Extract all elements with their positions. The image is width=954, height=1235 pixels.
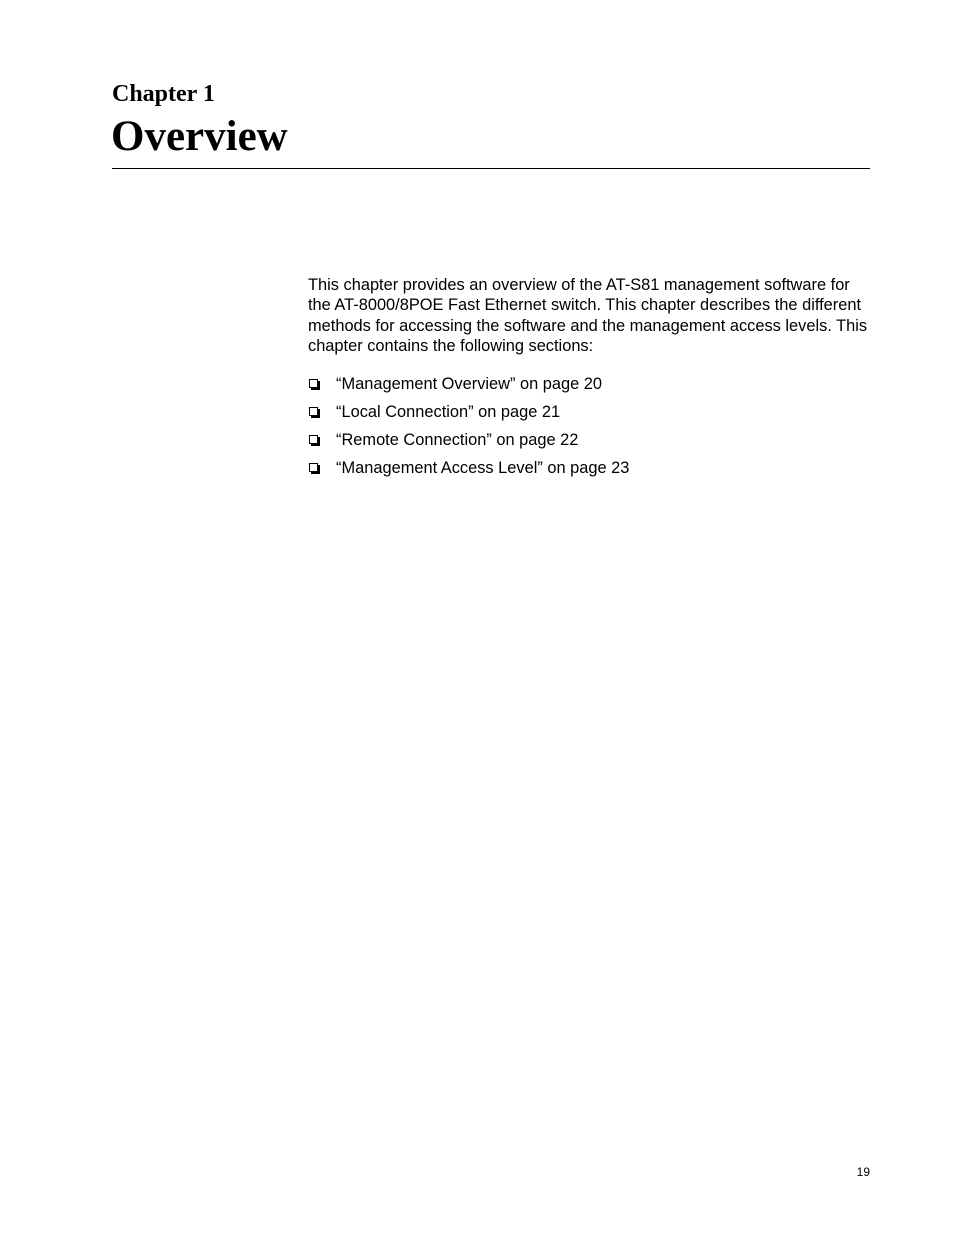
section-link-local-connection[interactable] — [308, 402, 873, 430]
section-link-management-access-level[interactable] — [308, 458, 873, 486]
section-link-remote-connection[interactable] — [308, 430, 873, 458]
checkbox-bullet-icon — [309, 379, 318, 388]
intro-paragraph: This chapter provides an overview of the AT-S81 management software for the AT-8000/8POE Fast Ethernet switch. This chapter describes the different methods for accessing the software and the management access levels. This chapter contains the following sections: — [308, 276, 868, 356]
checkbox-bullet-icon — [309, 435, 318, 444]
chapter-title: Overview — [111, 113, 288, 160]
chapter-label: Chapter 1 — [112, 81, 215, 107]
checkbox-bullet-icon — [309, 463, 318, 472]
checkbox-bullet-icon — [309, 407, 318, 416]
section-link-label: “Management Overview” on page 20 — [336, 374, 603, 393]
section-list — [308, 374, 873, 486]
section-link-label: “Local Connection” on page 21 — [336, 402, 561, 421]
section-link-label: “Management Access Level” on page 23 — [336, 458, 630, 477]
page-number: 19 — [856, 1165, 870, 1179]
title-divider — [112, 168, 870, 169]
section-link-management-overview[interactable] — [308, 374, 873, 402]
chapter-content — [308, 275, 873, 486]
section-link-label: “Remote Connection” on page 22 — [336, 430, 579, 449]
